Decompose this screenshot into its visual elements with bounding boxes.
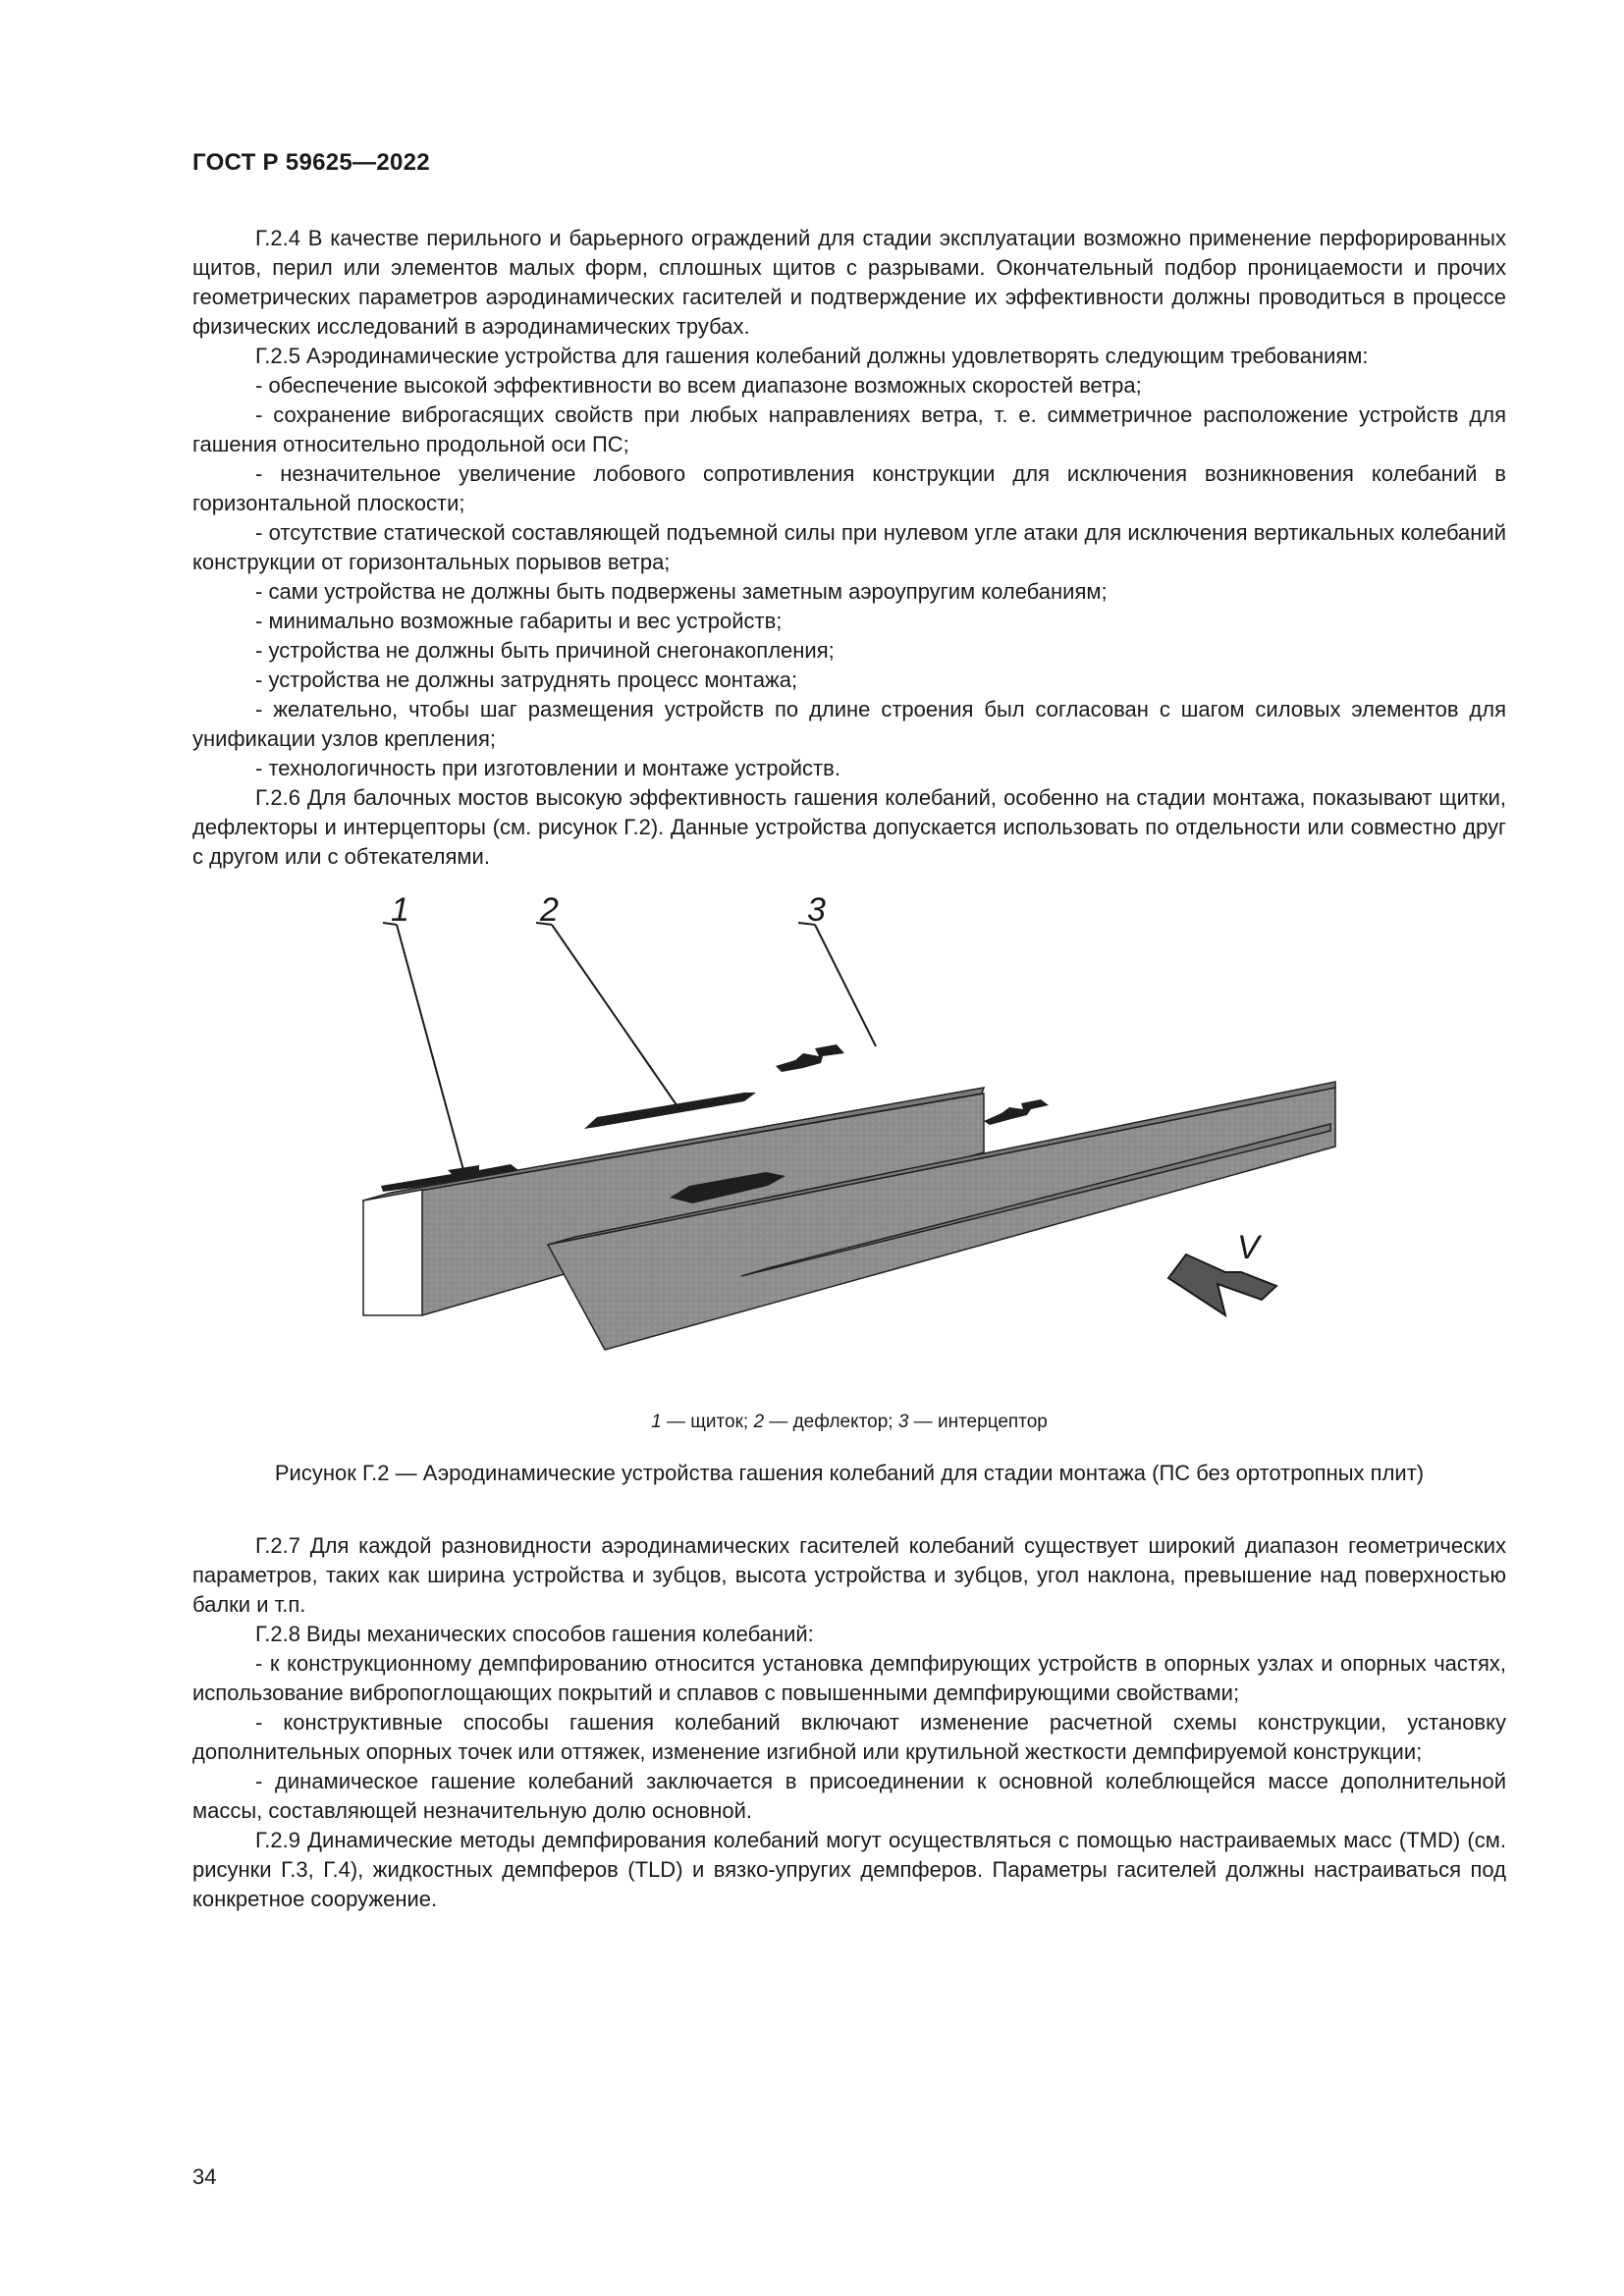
legend-text-1: — щиток;	[661, 1412, 754, 1432]
legend-text-2: — дефлектор;	[764, 1412, 898, 1432]
list-item: - обеспечение высокой эффективности во всем диапазоне возможных скоростей ветра;	[255, 373, 1142, 398]
deflector-device	[584, 1093, 756, 1129]
label-2: 2	[540, 891, 559, 929]
text-block-top	[192, 224, 1506, 872]
list-item: - устройства не должны затруднять процесс монтажа;	[255, 667, 798, 692]
list-item: - отсутствие статической составляющей подъемной силы при нулевом угле атаки для исключения вертикальных колебаний конструкции от горизонтальных порывов ветра;	[192, 520, 1506, 574]
figure-legend	[192, 1412, 1506, 1433]
figure-caption: Рисунок Г.2 — Аэродинамические устройства гашения колебаний для стадии монтажа (ПС без ортотропных плит)	[274, 1461, 1425, 1485]
list-item: - желательно, чтобы шаг размещения устройств по длине строения был согласован с шагом силовых элементов для унификации узлов крепления;	[192, 697, 1506, 751]
figure-g2	[353, 891, 1316, 1345]
paragraph: Г.2.4 В качестве перильного и барьерного ограждений для стадии эксплуатации возможно применение перфорированных щитов, перил или элементов малых форм, сплошных щитов с разрывами. Окончательный подбор проницаемости и прочих геометрических параметров аэродинамических гасителей и подтверждение их эффективности должны проводиться в процессе физических исследований в аэродинамических трубах.	[192, 226, 1506, 339]
list-item: - к конструкционному демпфированию относится установка демпфирующих устройств в опорных узлах и опорных частях, использование вибропоглощающих покрытий и сплавов с повышенными демпфирующими свойствами;	[192, 1651, 1506, 1705]
text-block-bottom	[192, 1531, 1506, 1914]
wind-label: V	[1237, 1229, 1260, 1266]
paragraph: Г.2.5 Аэродинамические устройства для гашения колебаний должны удовлетворять следующим требованиям:	[255, 344, 1369, 368]
document-header: ГОСТ Р 59625—2022	[192, 149, 430, 176]
interceptor-device	[776, 1044, 844, 1072]
page-number: 34	[192, 2164, 217, 2189]
paragraph: Г.2.7 Для каждой разновидности аэродинамических гасителей колебаний существует широкий диапазон геометрических параметров, таких как ширина устройства и зубцов, высота устройства и зубцов, угол наклона, превышение над поверхностью балки и т.п.	[192, 1533, 1506, 1617]
list-item: - сами устройства не должны быть подвержены заметным аэроупругим колебаниям;	[255, 579, 1108, 604]
list-item: - технологичность при изготовлении и монтаже устройств.	[255, 756, 840, 780]
paragraph: Г.2.9 Динамические методы демпфирования колебаний могут осуществляться с помощью настраиваемых масс (TMD) (см. рисунки Г.3, Г.4), жидкостных демпферов (TLD) и вязко-упругих демпферов. Параметры гасителей должны настраиваться под конкретное сооружение.	[192, 1828, 1506, 1911]
list-item: - динамическое гашение колебаний заключается в присоединении к основной колеблющейся массе дополнительной массы, составляющей незначительную долю основной.	[192, 1769, 1506, 1823]
list-item: - незначительное увеличение лобового сопротивления конструкции для исключения возникновения колебаний в горизонтальной плоскости;	[192, 461, 1506, 515]
label-1: 1	[391, 891, 409, 929]
paragraph: Г.2.8 Виды механических способов гашения колебаний:	[255, 1622, 814, 1646]
list-item: - сохранение виброгасящих свойств при любых направлениях ветра, т. е. симметричное расположение устройств для гашения относительно продольной оси ПС;	[192, 402, 1506, 456]
label-3: 3	[807, 891, 826, 929]
list-item: - минимально возможные габариты и вес устройств;	[255, 609, 783, 633]
wind-arrow-icon	[1168, 1255, 1276, 1315]
list-item: - устройства не должны быть причиной снегонакопления;	[255, 638, 835, 663]
legend-text-3: — интерцептор	[908, 1412, 1048, 1432]
paragraph: Г.2.6 Для балочных мостов высокую эффективность гашения колебаний, особенно на стадии монтажа, показывают щитки, дефлекторы и интерцепторы (см. рисунок Г.2). Данные устройства допускается использовать по отдельности или совместно друг с другом или с обтекателями.	[192, 785, 1506, 869]
list-item: - конструктивные способы гашения колебаний включают изменение расчетной схемы конструкции, установку дополнительных опорных точек или оттяжек, изменение изгибной или крутильной жесткости демпфируемой конструкции;	[192, 1710, 1506, 1764]
interceptor-device-2	[984, 1099, 1049, 1125]
legend-num-1: 1	[651, 1412, 662, 1432]
legend-num-3: 3	[897, 1412, 909, 1432]
legend-num-2: 2	[753, 1412, 765, 1432]
